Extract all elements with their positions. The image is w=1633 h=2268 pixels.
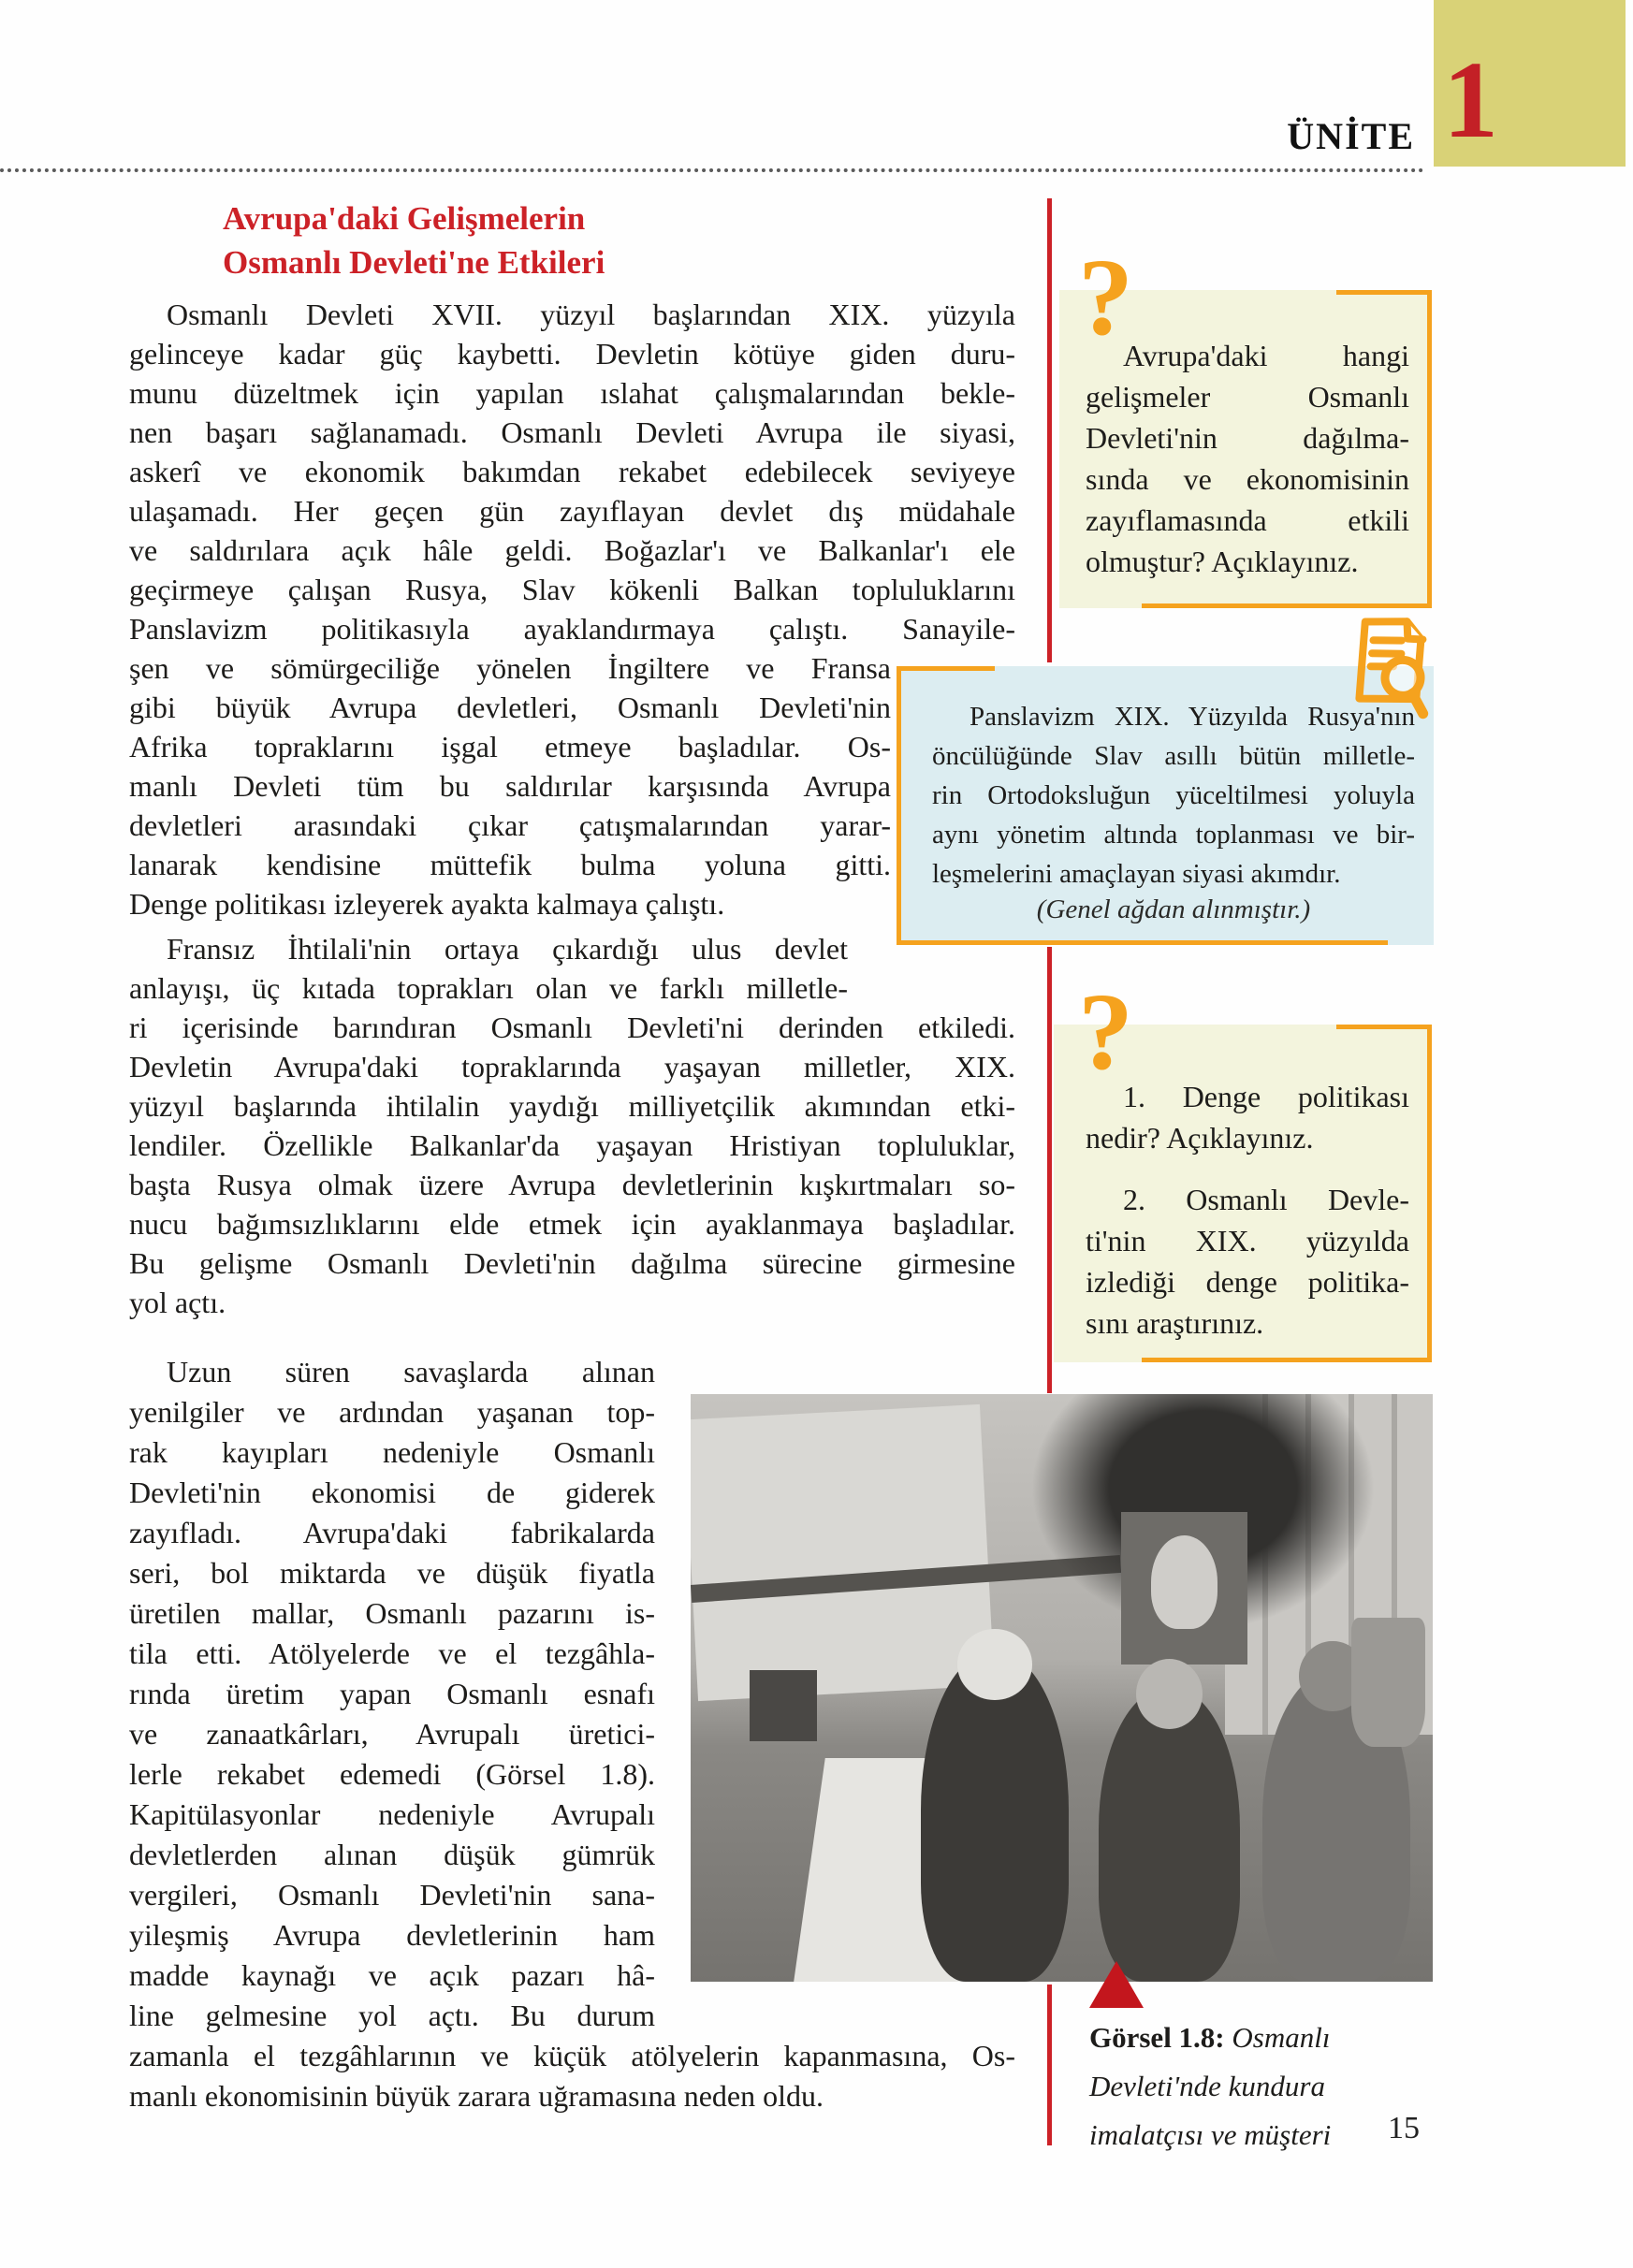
- orange-border-bottom: [897, 940, 1388, 945]
- text-line: olmuştur? Açıklayınız.: [1086, 545, 1359, 578]
- section-heading: [223, 196, 605, 284]
- orange-border-bottom: [1142, 603, 1432, 608]
- text-line: zamanla el tezgâhlarının ve küçük atölyelerin kapanmasına, Os-: [129, 2039, 1015, 2072]
- text-line: rak kayıpları nedeniyle Osmanlı: [129, 1435, 655, 1469]
- photo-shoemaker-2: [1099, 1688, 1240, 1982]
- text-line: askerî ve ekonomik bakımdan rekabet edebilecek seviyeye: [129, 455, 1015, 488]
- text-line: Devletin Avrupa'daki topraklarında yaşayan milletler, XIX.: [129, 1050, 1015, 1083]
- photo-shoemaker-1-turban: [957, 1629, 1031, 1699]
- text-line: nen başarı sağlanamadı. Osmanlı Devleti Avrupa ile siyasi,: [129, 415, 1015, 449]
- question-mark-icon: ?: [1078, 236, 1133, 358]
- text-line: zayıfladı. Avrupa'daki fabrikalarda: [129, 1516, 655, 1549]
- orange-border-bottom: [1142, 1358, 1432, 1362]
- text-line: şen ve sömürgeciliğe yönelen İngiltere ve Fransa: [129, 651, 891, 685]
- text-line: zayıflamasında etkili: [1086, 503, 1409, 537]
- text-line: Uzun süren savaşlarda alınan: [167, 1355, 655, 1388]
- text-line: sında ve ekonomisinin: [1086, 462, 1409, 496]
- text-line: Devleti'nin dağılma-: [1086, 421, 1409, 455]
- text-line: yileşmiş Avrupa devletlerinin ham: [129, 1918, 655, 1952]
- text-line: vergileri, Osmanlı Devleti'nin sana-: [129, 1878, 655, 1912]
- photo-stool: [750, 1670, 816, 1740]
- text-line: yol açtı.: [129, 1286, 226, 1319]
- caption-triangle-icon: [1089, 1961, 1144, 2008]
- orange-border-right: [1427, 1025, 1432, 1362]
- text-line: ri içerisinde barındıran Osmanlı Devleti'ni derinden etkiledi.: [129, 1010, 1015, 1044]
- text-line: lendiler. Özellikle Balkanlar'da yaşayan Hristiyan topluluklar,: [129, 1128, 1015, 1162]
- text-line: başta Rusya olmak üzere Avrupa devletlerinin kışkırtmaları so-: [129, 1168, 1015, 1201]
- text-line: öncülüğünde Slav asıllı bütün milletle-: [932, 741, 1415, 771]
- red-divider-bottom: [1047, 1985, 1052, 2145]
- text-line: line gelmesine yol açtı. Bu durum: [129, 1999, 655, 2032]
- orange-border-top: [1336, 290, 1432, 295]
- text-line: Panslavizm XIX. Yüzyılda Rusya'nın: [970, 702, 1415, 732]
- text-line: Bu gelişme Osmanlı Devleti'nin dağılma sürecine girmesine: [129, 1246, 1015, 1280]
- paragraph-1: [129, 295, 1015, 923]
- question-box-2-item-2: [1086, 1179, 1409, 1344]
- text-line: ulaşamadı. Her geçen gün zayıflayan devlet dış müdahale: [129, 494, 1015, 528]
- text-line: aynı yönetim altında toplanması ve bir-: [932, 820, 1415, 850]
- photo-window-figure: [1151, 1535, 1217, 1629]
- text-line: sını araştırınız.: [1086, 1306, 1264, 1340]
- photo-shoemaker-2-head: [1136, 1659, 1203, 1729]
- text-line: 2. Osmanlı Devle-: [1123, 1183, 1409, 1216]
- text-line: ve saldırılara açık hâle geldi. Boğazlar'ı ve Balkanlar'ı ele: [129, 533, 1015, 567]
- text-line: ve zanaatkârları, Avrupalı üretici-: [129, 1717, 655, 1751]
- text-line: manlı Devleti tüm bu saldırılar karşısında Avrupa: [129, 769, 891, 803]
- section-heading-line2: Osmanlı Devleti'ne Etkileri: [223, 244, 605, 281]
- unit-tab: [1434, 0, 1626, 167]
- text-line: rında üretim yapan Osmanlı esnafı: [129, 1677, 655, 1710]
- figure-photo: [691, 1394, 1433, 1982]
- text-line: Panslavizm politikasıyla ayaklandırmaya çalıştı. Sanayile-: [129, 612, 1015, 646]
- orange-border-right: [1427, 290, 1432, 608]
- info-box-text: [932, 697, 1415, 894]
- text-line: manlı ekonomisinin büyük zarara uğramasına neden oldu.: [129, 2079, 824, 2113]
- caption-line: Devleti'nde kundura: [1089, 2070, 1325, 2102]
- caption-text: Osmanlı: [1232, 2021, 1331, 2054]
- question-box-1-text: [1086, 335, 1409, 582]
- text-line: üretilen mallar, Osmanlı pazarını is-: [129, 1596, 655, 1630]
- unit-label: ÜNİTE: [1287, 115, 1415, 157]
- text-line: leşmelerini amaçlayan siyasi akımdır.: [932, 859, 1341, 889]
- text-line: tila etti. Atölyelerde ve el tezgâhla-: [129, 1636, 655, 1670]
- text-line: gibi büyük Avrupa devletleri, Osmanlı Devleti'nin: [129, 691, 891, 724]
- text-line: gelişmeler Osmanlı: [1086, 380, 1409, 414]
- text-line: nedir? Açıklayınız.: [1086, 1121, 1314, 1155]
- text-line: gelinceye kadar güç kaybetti. Devletin kötüye giden duru-: [129, 337, 1015, 371]
- caption-line: imalatçısı ve müşteri: [1089, 2118, 1332, 2151]
- text-line: devletleri arasındaki çıkar çatışmalarından yarar-: [129, 808, 891, 842]
- dotted-rule: [0, 168, 1424, 172]
- text-line: munu düzeltmek için yapılan ıslahat çalışmalarından bekle-: [129, 376, 1015, 410]
- text-line: geçirmeye çalışan Rusya, Slav kökenli Balkan topluluklarını: [129, 573, 1015, 606]
- text-line: rin Ortodoksluğun yüceltilmesi yoluyla: [932, 780, 1415, 810]
- info-box-source: (Genel ağdan alınmıştır.): [1036, 894, 1311, 924]
- text-line: Devleti'nin ekonomisi de giderek: [129, 1476, 655, 1509]
- paragraph-2: [129, 929, 1015, 1322]
- text-line: Afrika topraklarını işgal etmeye başladılar. Os-: [129, 730, 891, 763]
- photo-shoemaker-1: [921, 1652, 1070, 1982]
- orange-border-left: [897, 666, 901, 945]
- text-line: yenilgiler ve ardından yaşanan top-: [129, 1395, 655, 1429]
- photo-wall: [691, 1404, 995, 1702]
- caption-line: [1089, 2014, 1445, 2062]
- text-line: Avrupa'daki hangi: [1123, 339, 1409, 372]
- unit-number: 1: [1443, 38, 1498, 161]
- question-box-2-item-1: [1086, 1076, 1409, 1158]
- red-divider-middle: [1047, 947, 1052, 1393]
- page-number: 15: [1388, 2111, 1420, 2145]
- photo-basket: [1351, 1618, 1425, 1747]
- text-line: lerle rekabet edemedi (Görsel 1.8).: [129, 1757, 655, 1791]
- text-line: Osmanlı Devleti XVII. yüzyıl başlarından XIX. yüzyıla: [167, 298, 1015, 331]
- text-line: seri, bol miktarda ve düşük fiyatla: [129, 1556, 655, 1590]
- text-line: ti'nin XIX. yüzyılda: [1086, 1224, 1409, 1258]
- section-heading-line1: Avrupa'daki Gelişmelerin: [223, 200, 586, 237]
- text-line: Kapitülasyonlar nedeniyle Avrupalı: [129, 1797, 655, 1831]
- question-mark-icon: ?: [1078, 970, 1133, 1093]
- text-line: anlayışı, üç kıtada toprakları olan ve farklı milletle-: [129, 971, 848, 1005]
- orange-border-top: [897, 666, 995, 671]
- orange-border-top: [1336, 1025, 1432, 1029]
- red-divider-top: [1047, 198, 1052, 662]
- text-line: yüzyıl başlarında ihtilalin yaydığı milliyetçilik akımından etki-: [129, 1089, 1015, 1123]
- text-line: devletlerden alınan düşük gümrük: [129, 1838, 655, 1871]
- caption-label: Görsel 1.8:: [1089, 2021, 1225, 2054]
- text-line: izlediği denge politika-: [1086, 1265, 1409, 1299]
- text-line: madde kaynağı ve açık pazarı hâ-: [129, 1958, 655, 1992]
- text-line: nucu bağımsızlıklarını elde etmek için ayaklanmaya başladılar.: [129, 1207, 1015, 1241]
- text-line: lanarak kendisine müttefik bulma yoluna gitti.: [129, 848, 891, 881]
- text-line: Denge politikası izleyerek ayakta kalmaya çalıştı.: [129, 887, 725, 921]
- text-line: 1. Denge politikası: [1123, 1080, 1409, 1113]
- text-line: Fransız İhtilali'nin ortaya çıkardığı ulus devlet: [167, 932, 848, 966]
